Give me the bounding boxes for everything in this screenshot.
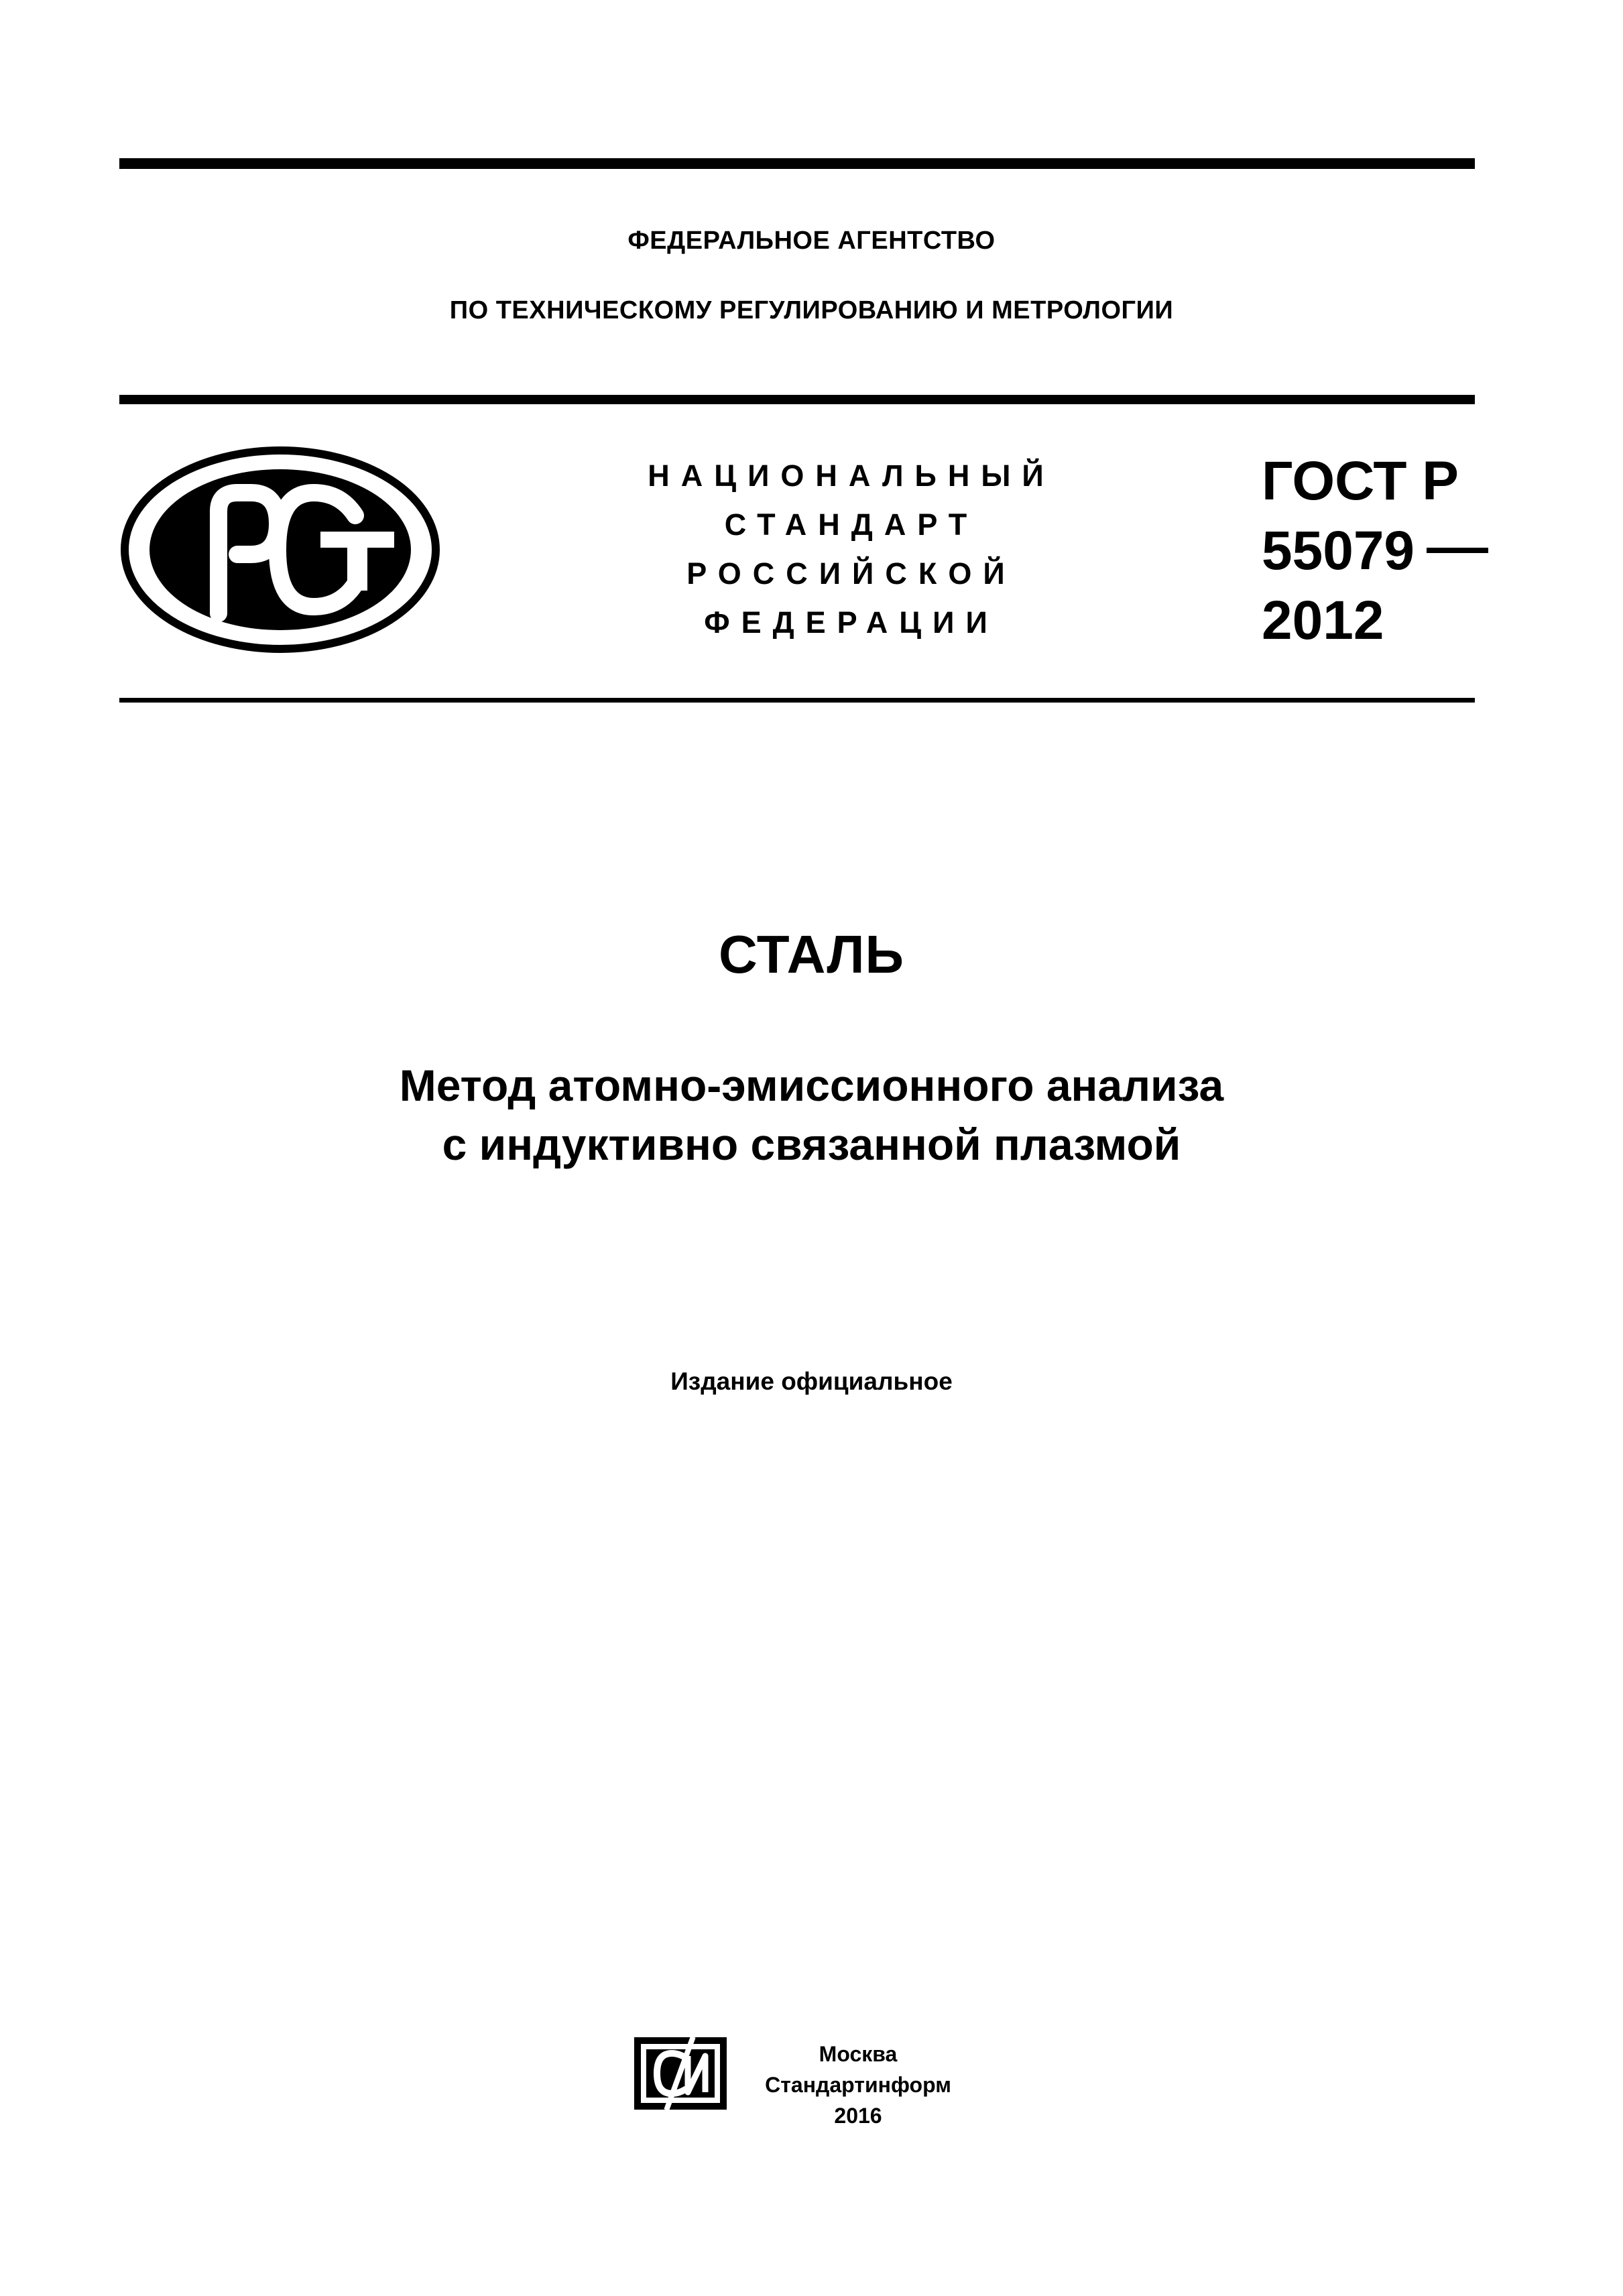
standard-code-dash: [1427, 548, 1488, 553]
standard-type-line-3: РОССИЙСКОЙ: [686, 556, 1016, 591]
document-title: СТАЛЬ: [719, 924, 904, 984]
standartinform-logo-icon: [630, 2033, 731, 2114]
standard-type-line-4: ФЕДЕРАЦИИ: [704, 605, 999, 640]
standard-code-number-row: [1262, 516, 1488, 586]
publisher-block: [737, 2039, 979, 2131]
document-subtitle-line-1: Метод атомно-эмиссионного анализа: [399, 1061, 1224, 1110]
middle-rule: [119, 395, 1475, 404]
standard-code-prefix: ГОСТ Р: [1262, 450, 1459, 511]
lower-rule: [119, 698, 1475, 703]
publisher-year: 2016: [834, 2104, 882, 2128]
publisher-name: Стандартинформ: [765, 2073, 951, 2097]
top-rule: [119, 158, 1475, 169]
agency-name-line-1: ФЕДЕРАЛЬНОЕ АГЕНТСТВО: [627, 227, 996, 255]
standard-code-number: 55079: [1262, 520, 1415, 581]
standard-type-block: [563, 451, 1140, 647]
document-subtitle: [0, 1056, 1623, 1174]
standard-type-line-2: СТАНДАРТ: [724, 507, 979, 542]
rst-certification-mark-icon: [119, 446, 441, 654]
document-subtitle-line-2: с индуктивно связанной плазмой: [442, 1120, 1181, 1169]
standard-code-block: [1262, 446, 1488, 656]
standard-type-line-1: НАЦИОНАЛЬНЫЙ: [648, 459, 1055, 493]
publisher-city: Москва: [819, 2042, 898, 2066]
agency-name-line-2: ПО ТЕХНИЧЕСКОМУ РЕГУЛИРОВАНИЮ И МЕТРОЛОГИИ: [449, 296, 1174, 324]
standard-code-year: 2012: [1262, 590, 1384, 651]
edition-note: Издание официальное: [670, 1368, 953, 1395]
